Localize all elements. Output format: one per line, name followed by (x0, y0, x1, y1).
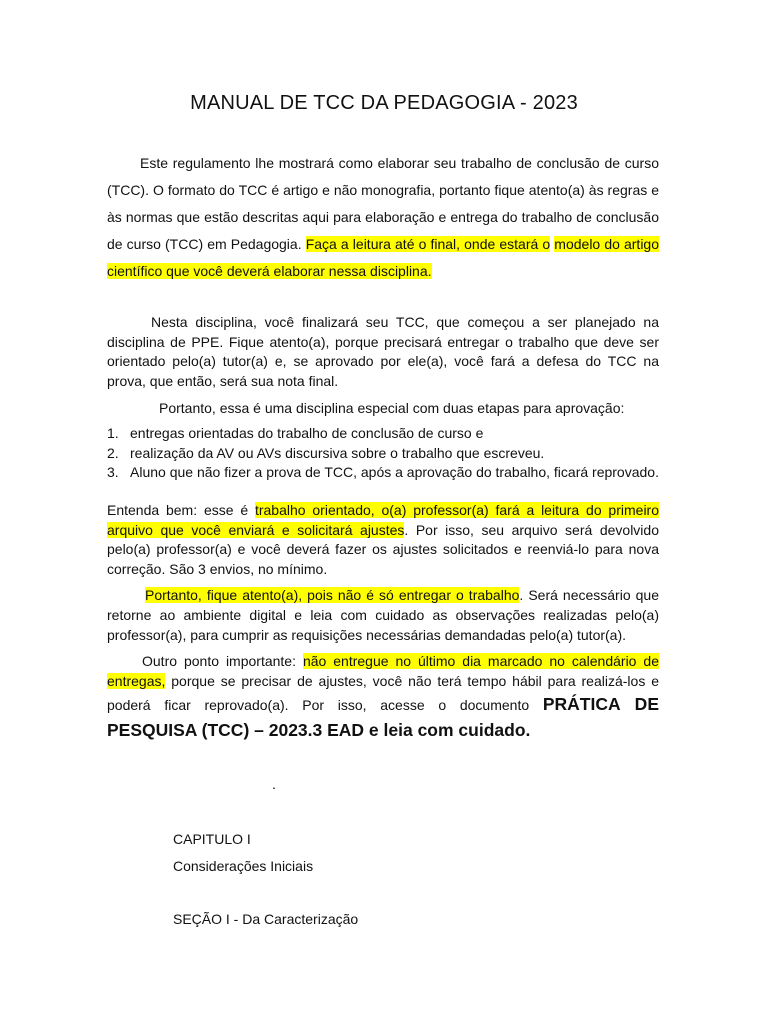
intro-text: Este regulamento lhe mostrará como elaborar seu trabalho de conclusão de curso (TCC). O formato do TCC é artigo e não monografia, portanto fique atento(a) às regras e às normas que estão descritas aqui para elaboração e entrega do trabalho de conclusão de curso (TCC) em Pedagogia. (107, 155, 659, 252)
attention-text: . Será necessário que retorne ao ambiente digital e leia com cuidado as observações realizadas pelo(a) professor(a), para cumprir as requisições necessárias demandadas pelo(a) tutor(a). (107, 587, 659, 643)
stray-dot: . (272, 776, 276, 792)
list-item-text: entregas orientadas do trabalho de conclusão de curso e (130, 425, 484, 441)
highlight-article-model: modelo do artigo científico que você deverá elaborar nessa disciplina. (107, 236, 660, 279)
guided-work-text-end: . Por isso, seu arquivo será devolvido pelo(a) professor(a) e você deverá fazer os ajustes solicitados e reenviá-lo para nova correção. São 3 envios, no mínimo. (107, 521, 659, 577)
highlight-read-to-end: Faça a leitura até o final, onde estará o (305, 236, 551, 252)
highlight-deadline: não entregue no último dia marcado no calendário de entregas, (107, 653, 659, 689)
guided-work-text-start: Entenda bem: esse é (107, 502, 255, 518)
list-item (107, 444, 667, 464)
stages-paragraph: Portanto, essa é uma disciplina especial com duas etapas para aprovação: (159, 400, 625, 416)
section-heading: SEÇÃO I - Da Caracterização (173, 911, 359, 927)
list-item-text: Aluno que não fizer a prova de TCC, após a aprovação do trabalho, ficará reprovado. (130, 464, 659, 480)
guided-work-paragraph (107, 501, 659, 579)
list-item (107, 424, 667, 444)
attention-paragraph (107, 585, 659, 645)
list-item-number: 3. (107, 464, 119, 480)
deadline-text-end: porque se precisar de ajustes, você não terá tempo hábil para realizá-los e poderá ficar reprovado(a). Por isso, acesse o documento (107, 673, 659, 713)
deadline-text-start: Outro ponto importante: (142, 653, 303, 669)
highlight-guided-work: trabalho orientado, o(a) professor(a) fará a leitura do primeiro arquivo que você enviará e solicitará ajustes (107, 502, 660, 538)
discipline-paragraph: Nesta disciplina, você finalizará seu TCC, que começou a ser planejado na disciplina de PPE. Fique atento(a), porque precisará entregar o trabalho que deve ser orientado pelo(a) tutor(a) e, se aprovado por ele(a), você fará a defesa do TCC na prova, que então, será sua nota final. (107, 314, 659, 389)
highlight-attention: Portanto, fique atento(a), pois não é só entregar o trabalho (145, 587, 520, 603)
list-item-number: 1. (107, 425, 119, 441)
chapter-subtitle: Considerações Iniciais (173, 858, 314, 874)
document-title: MANUAL DE TCC DA PEDAGOGIA - 2023 (190, 92, 578, 114)
chapter-heading: CAPITULO I (173, 831, 251, 847)
deadline-paragraph (107, 651, 659, 743)
document-reference: PRÁTICA DE PESQUISA (TCC) – 2023.3 EAD e leia com cuidado. (107, 694, 659, 740)
list-item-text: realização da AV ou AVs discursiva sobre o trabalho que escreveu. (130, 444, 545, 461)
intro-paragraph (107, 150, 659, 285)
list-item-number: 2. (107, 444, 119, 461)
stages-list (107, 424, 667, 483)
list-item (107, 463, 667, 483)
